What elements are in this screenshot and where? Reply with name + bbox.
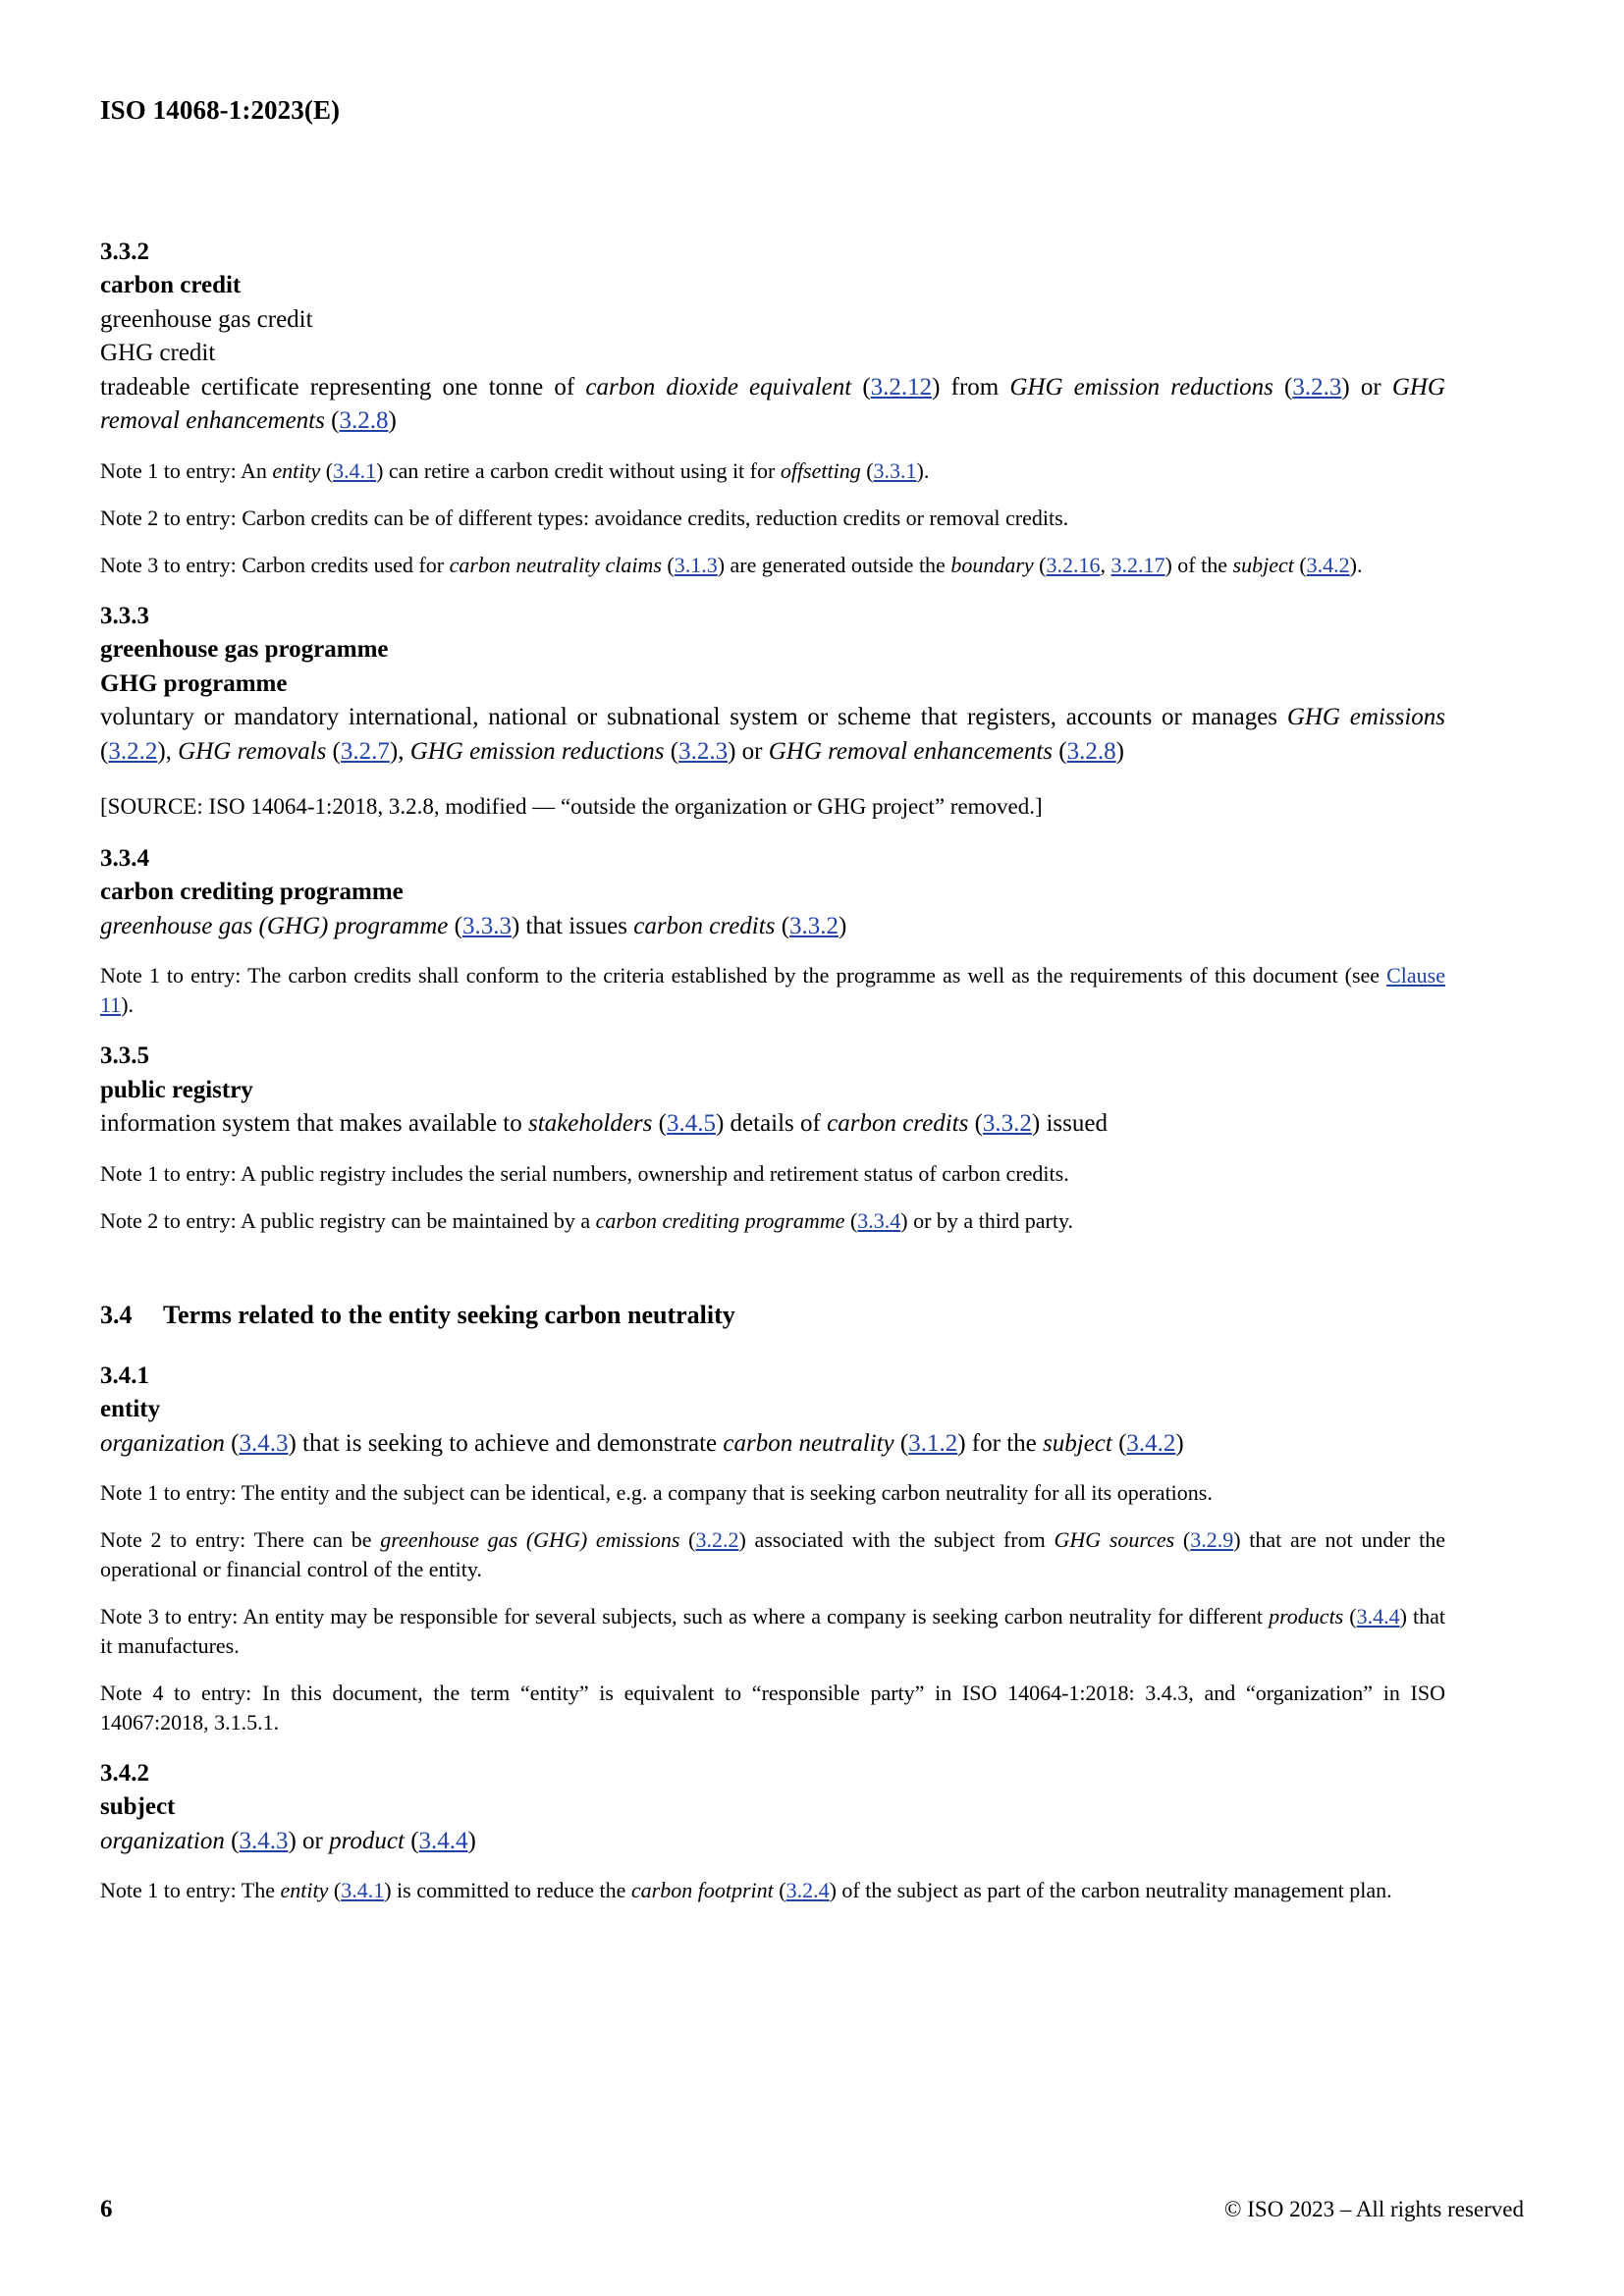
text-run: ( xyxy=(1111,1429,1127,1457)
cross-reference-link[interactable]: 3.2.2 xyxy=(695,1527,739,1553)
admitted-term: GHG programme xyxy=(100,669,288,697)
term-reference-text: carbon neutrality claims xyxy=(449,553,662,577)
term-entry-number: 3.3.2 xyxy=(100,238,149,265)
term-reference-text: product xyxy=(329,1827,405,1854)
copyright-notice: © ISO 2023 – All rights reserved xyxy=(1224,2197,1524,2221)
page-content xyxy=(100,236,1445,1926)
term-reference-text: offsetting xyxy=(780,458,861,484)
text-run: ( xyxy=(851,373,871,400)
term-entry-number: 3.3.5 xyxy=(100,1042,149,1070)
term-entry-number: 3.4.1 xyxy=(100,1362,149,1389)
cross-reference-link[interactable]: 3.4.4 xyxy=(418,1827,468,1854)
term-reference-text: greenhouse gas (GHG) emissions xyxy=(380,1527,680,1553)
cross-reference-link[interactable]: 3.3.4 xyxy=(857,1207,901,1233)
cross-reference-link[interactable]: 3.4.5 xyxy=(666,1110,716,1138)
term-reference-text: GHG emission reductions xyxy=(409,738,665,766)
text-run: information system that makes available to xyxy=(100,1110,528,1138)
terms-group-3-4 xyxy=(100,1360,1445,1926)
text-run: ), xyxy=(157,738,179,766)
text-run: ). xyxy=(121,992,135,1018)
term-definition xyxy=(100,1427,1445,1462)
note-to-entry xyxy=(100,504,1445,533)
note-to-entry xyxy=(100,1478,1445,1508)
text-run: ) or xyxy=(1341,373,1392,400)
term-reference-text: GHG emission reductions xyxy=(1009,373,1273,400)
text-run: ) for the xyxy=(957,1429,1044,1457)
text-run: ) from xyxy=(932,373,1010,400)
text-run: ) or by a third party. xyxy=(900,1207,1074,1233)
term-entry-number: 3.3.3 xyxy=(100,602,149,629)
text-run: ( xyxy=(224,1429,240,1457)
text-run: ( xyxy=(775,912,790,939)
text-run: Note 2 to entry: A public registry can be maintained by a xyxy=(100,1207,596,1233)
text-run: ( xyxy=(224,1827,240,1854)
term-reference-text: carbon footprint xyxy=(630,1878,774,1903)
cross-reference-link[interactable]: 3.2.7 xyxy=(340,738,390,766)
term-definition xyxy=(100,1825,1445,1859)
text-run: ). xyxy=(1349,553,1363,577)
cross-reference-link[interactable]: 3.2.3 xyxy=(1292,373,1342,400)
text-run: voluntary or mandatory international, national or subnational system or scheme that registers, accounts or manages xyxy=(100,704,1287,731)
term-entry xyxy=(100,1757,1445,1926)
text-run: ) details of xyxy=(715,1110,828,1138)
term-entry xyxy=(100,600,1445,842)
text-run: ( xyxy=(844,1207,858,1233)
text-run: ) of the subject as part of the carbon neutrality management plan. xyxy=(829,1878,1392,1903)
text-run: ( xyxy=(324,407,340,435)
text-run: ( xyxy=(404,1827,419,1854)
text-run: Note 1 to entry: The entity and the subject can be identical, e.g. a company that is seeking carbon neutrality for all its operations. xyxy=(100,1480,1213,1506)
term-entry-number: 3.3.4 xyxy=(100,844,149,872)
text-run: ) that it manufactures. xyxy=(100,1604,1445,1658)
page-header: ISO 14068-1:2023(E) xyxy=(100,95,341,125)
term-reference-text: stakeholders xyxy=(528,1110,653,1138)
clause-number: 3.4 xyxy=(100,1300,133,1329)
term-reference-text: subject xyxy=(1232,553,1294,577)
text-run: ) or xyxy=(288,1827,330,1854)
term-reference-text: GHG emissions xyxy=(1286,704,1445,731)
preferred-term: greenhouse gas programme xyxy=(100,636,389,664)
text-run: ) or xyxy=(728,738,769,766)
text-run: ) of the xyxy=(1164,553,1233,577)
text-run: Note 4 to entry: In this document, the term “entity” is equivalent to “responsible party” in ISO 14064-1:2018: 3.4.3, and “organization” in ISO 14067:2018, 3.1.5.1. xyxy=(100,1680,1445,1735)
note-to-entry xyxy=(100,1159,1445,1189)
preferred-term: entity xyxy=(100,1396,161,1423)
source-reference xyxy=(100,791,1445,823)
cross-reference-link[interactable]: 3.1.2 xyxy=(908,1429,958,1457)
cross-reference-link[interactable]: Clause 11 xyxy=(100,963,1445,1018)
text-run: ( xyxy=(1174,1527,1191,1553)
cross-reference-link[interactable]: 3.2.17 xyxy=(1110,553,1165,577)
text-run: tradeable certificate representing one tonne of xyxy=(100,373,586,400)
entry-spacer xyxy=(100,1020,1445,1040)
preferred-term: subject xyxy=(100,1793,176,1821)
text-run: ) associated with the subject from xyxy=(738,1527,1055,1553)
entry-spacer xyxy=(100,1905,1445,1925)
admitted-term: greenhouse gas credit xyxy=(100,305,313,333)
term-reference-text: GHG removal enhancements xyxy=(768,738,1053,766)
cross-reference-link[interactable]: 3.4.4 xyxy=(1356,1604,1400,1629)
preferred-term: carbon credit xyxy=(100,272,242,299)
clause-heading-3-4 xyxy=(100,1299,1445,1332)
text-run: ) issued xyxy=(1031,1110,1108,1138)
text-run: ( xyxy=(860,458,874,484)
text-run: ( xyxy=(1293,553,1307,577)
term-reference-text: entity xyxy=(280,1878,329,1903)
entry-spacer xyxy=(100,580,1445,600)
text-run: ) that is seeking to achieve and demonstrate xyxy=(288,1429,724,1457)
term-reference-text: carbon credits xyxy=(827,1110,969,1138)
text-run: ( xyxy=(1272,373,1293,400)
term-definition xyxy=(100,701,1445,770)
text-run: ( xyxy=(326,738,341,766)
cross-reference-link[interactable]: 3.4.1 xyxy=(333,458,377,484)
note-to-entry xyxy=(100,1602,1445,1661)
text-run: Note 2 to entry: Carbon credits can be of different types: avoidance credits, reduction credits or removal credits. xyxy=(100,506,1069,531)
term-reference-text: greenhouse gas (GHG) programme xyxy=(100,912,449,939)
cross-reference-link[interactable]: 3.3.2 xyxy=(789,912,839,939)
text-run: ( xyxy=(679,1527,696,1553)
term-reference-text: GHG removal enhancements xyxy=(100,373,1445,435)
text-run: ( xyxy=(652,1110,667,1138)
term-reference-text: subject xyxy=(1043,1429,1112,1457)
terms-group-3-3 xyxy=(100,236,1445,1255)
text-run: ( xyxy=(664,738,679,766)
text-run: ) xyxy=(467,1827,476,1854)
page-number: 6 xyxy=(100,2196,113,2222)
cross-reference-link[interactable]: 3.4.2 xyxy=(1126,1429,1176,1457)
text-run: ) is committed to reduce the xyxy=(384,1878,631,1903)
text-run: , xyxy=(1100,553,1111,577)
term-reference-text: organization xyxy=(100,1827,225,1854)
term-reference-text: GHG removals xyxy=(178,738,327,766)
text-run: ( xyxy=(661,553,675,577)
term-reference-text: GHG sources xyxy=(1054,1527,1175,1553)
text-run: Note 3 to entry: An entity may be responsible for several subjects, such as where a company is seeking carbon neutrality for different xyxy=(100,1604,1270,1629)
text-run: Note 2 to entry: There can be xyxy=(100,1527,381,1553)
entry-spacer xyxy=(100,823,1445,842)
term-reference-text: products xyxy=(1269,1604,1344,1629)
term-definition xyxy=(100,371,1445,440)
term-reference-text: carbon credits xyxy=(633,912,776,939)
term-reference-text: organization xyxy=(100,1429,225,1457)
preferred-term: carbon crediting programme xyxy=(100,879,404,906)
text-run: ( xyxy=(448,912,462,939)
cross-reference-link[interactable]: 3.3.1 xyxy=(873,458,917,484)
text-run: ) xyxy=(1175,1429,1184,1457)
text-run: Note 1 to entry: An xyxy=(100,458,273,484)
text-run: ( xyxy=(328,1878,342,1903)
cross-reference-link[interactable]: 3.2.16 xyxy=(1046,553,1101,577)
cross-reference-link[interactable]: 3.2.2 xyxy=(108,738,158,766)
text-run: Note 1 to entry: The carbon credits shall conform to the criteria established by the programme as well as the requirements of this document (see xyxy=(100,963,1387,988)
term-definition xyxy=(100,1107,1445,1142)
note-to-entry xyxy=(100,1679,1445,1737)
note-to-entry xyxy=(100,456,1445,486)
text-run: Note 1 to entry: A public registry includes the serial numbers, ownership and retirement status of carbon credits. xyxy=(100,1160,1069,1186)
cross-reference-link[interactable]: 3.3.3 xyxy=(461,912,512,939)
term-reference-text: entity xyxy=(272,458,321,484)
cross-reference-link[interactable]: 3.2.3 xyxy=(678,738,729,766)
entry-spacer xyxy=(100,1236,1445,1255)
clause-title: Terms related to the entity seeking carbon neutrality xyxy=(163,1300,735,1329)
cross-reference-link[interactable]: 3.2.9 xyxy=(1190,1527,1234,1553)
cross-reference-link[interactable]: 3.2.4 xyxy=(785,1878,830,1903)
term-reference-text: carbon neutrality xyxy=(723,1429,894,1457)
cross-reference-link[interactable]: 3.3.2 xyxy=(982,1110,1032,1138)
preferred-term: public registry xyxy=(100,1076,253,1103)
term-reference-text: carbon dioxide equivalent xyxy=(585,373,852,400)
term-reference-text: carbon crediting programme xyxy=(595,1207,845,1233)
text-run: ( xyxy=(893,1429,909,1457)
text-run: [SOURCE: ISO 14064-1:2018, 3.2.8, modified — “outside the organization or GHG project” removed.] xyxy=(100,793,1043,819)
text-run: ( xyxy=(320,458,334,484)
text-run: ) that issues xyxy=(511,912,634,939)
text-run: ) that are not under the operational or financial control of the entity. xyxy=(100,1527,1445,1582)
entry-spacer xyxy=(100,1737,1445,1757)
text-run: ) xyxy=(388,407,397,435)
text-run: ) xyxy=(1115,738,1124,766)
cross-reference-link[interactable]: 3.1.3 xyxy=(674,553,718,577)
cross-reference-link[interactable]: 3.4.1 xyxy=(341,1878,385,1903)
text-run: ( xyxy=(773,1878,786,1903)
term-reference-text: boundary xyxy=(950,553,1034,577)
text-run: ) are generated outside the xyxy=(717,553,951,577)
page-footer xyxy=(100,2196,1524,2223)
text-run: ( xyxy=(1033,553,1047,577)
note-to-entry xyxy=(100,1525,1445,1584)
note-to-entry xyxy=(100,961,1445,1020)
text-run: ) can retire a carbon credit without using it for xyxy=(376,458,781,484)
cross-reference-link[interactable]: 3.2.8 xyxy=(1066,738,1116,766)
cross-reference-link[interactable]: 3.4.3 xyxy=(239,1429,289,1457)
term-entry xyxy=(100,236,1445,600)
note-to-entry xyxy=(100,1876,1445,1905)
term-entry xyxy=(100,1360,1445,1757)
term-entry-number: 3.4.2 xyxy=(100,1759,149,1787)
term-definition xyxy=(100,910,1445,944)
cross-reference-link[interactable]: 3.4.3 xyxy=(239,1827,289,1854)
text-run: ). xyxy=(916,458,930,484)
note-to-entry xyxy=(100,1206,1445,1236)
admitted-term: GHG credit xyxy=(100,340,216,367)
term-entry xyxy=(100,1040,1445,1255)
text-run: Note 1 to entry: The xyxy=(100,1878,281,1903)
text-run: ( xyxy=(968,1110,983,1138)
text-run: ), xyxy=(389,738,410,766)
text-run: ) xyxy=(839,912,847,939)
text-run: ( xyxy=(1343,1604,1357,1629)
text-run: ( xyxy=(100,738,109,766)
cross-reference-link[interactable]: 3.2.8 xyxy=(339,407,389,435)
term-entry xyxy=(100,842,1445,1041)
text-run: ( xyxy=(1053,738,1067,766)
note-to-entry xyxy=(100,551,1445,580)
cross-reference-link[interactable]: 3.4.2 xyxy=(1306,553,1350,577)
text-run: Note 3 to entry: Carbon credits used for xyxy=(100,553,450,577)
cross-reference-link[interactable]: 3.2.12 xyxy=(870,373,933,400)
